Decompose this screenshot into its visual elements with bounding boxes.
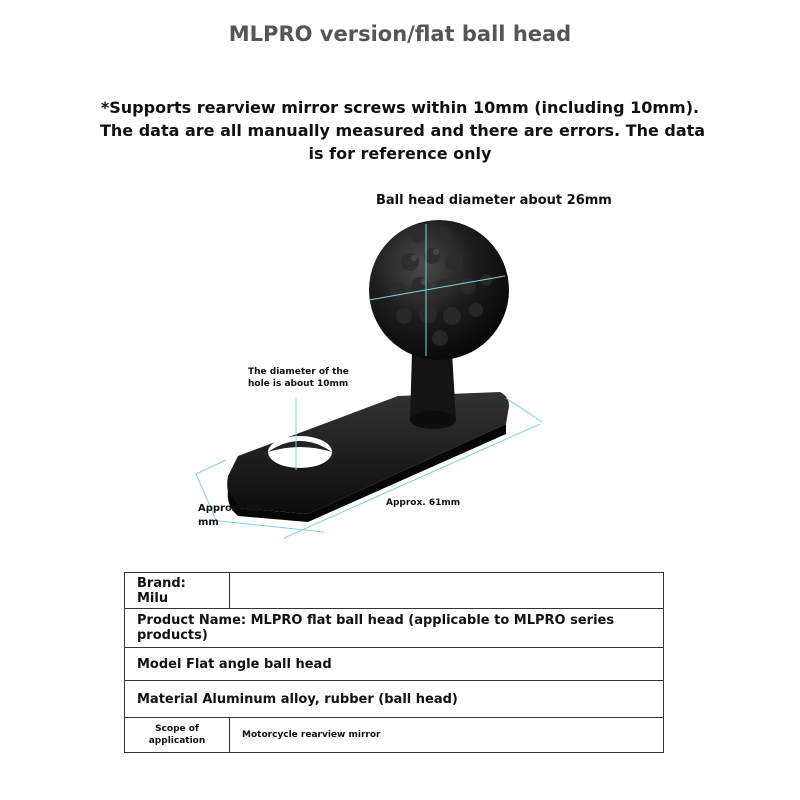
spec-row-product-name [125,609,664,648]
ball-diameter-label: Ball head diameter about 26mm [376,193,612,208]
width-label-line-2: mm [198,517,219,528]
spec-row-material [125,681,664,718]
scope-value-cell: Motorcycle rearview mirror [230,718,664,753]
hole-diameter-label [248,366,349,390]
hole-label-line-1: The diameter of the [248,367,349,377]
brand-cell: Brand: Milu [125,573,230,609]
spec-row-brand [125,573,664,609]
product-name-cell: Product Name: MLPRO flat ball head (applicable to MLPRO series products) [125,609,664,648]
length-label: Approx. 61mm [386,498,461,508]
note-line-2: The data are all manually measured and there are errors. The data [100,121,706,140]
spec-row-model [125,648,664,681]
width-label-line-1: Approx. 22 [198,503,260,514]
scope-key-cell [125,718,230,753]
mounting-hole [268,436,332,468]
note-line-3: is for reference only [308,144,492,163]
spec-table [124,572,664,753]
scope-key-line-2: application [148,736,206,746]
spec-row-scope [125,718,664,753]
scope-key-line-1: Scope of [155,724,199,734]
model-cell: Model Flat angle ball head [125,648,664,681]
width-label [198,502,260,530]
material-cell: Material Aluminum alloy, rubber (ball head) [125,681,664,718]
note-line-1: *Supports rearview mirror screws within 10mm (including 10mm). [100,98,700,117]
brand-empty-cell [230,573,664,609]
page-title: MLPRO version/flat ball head [228,22,572,46]
hole-label-line-2: hole is about 10mm [248,379,349,389]
